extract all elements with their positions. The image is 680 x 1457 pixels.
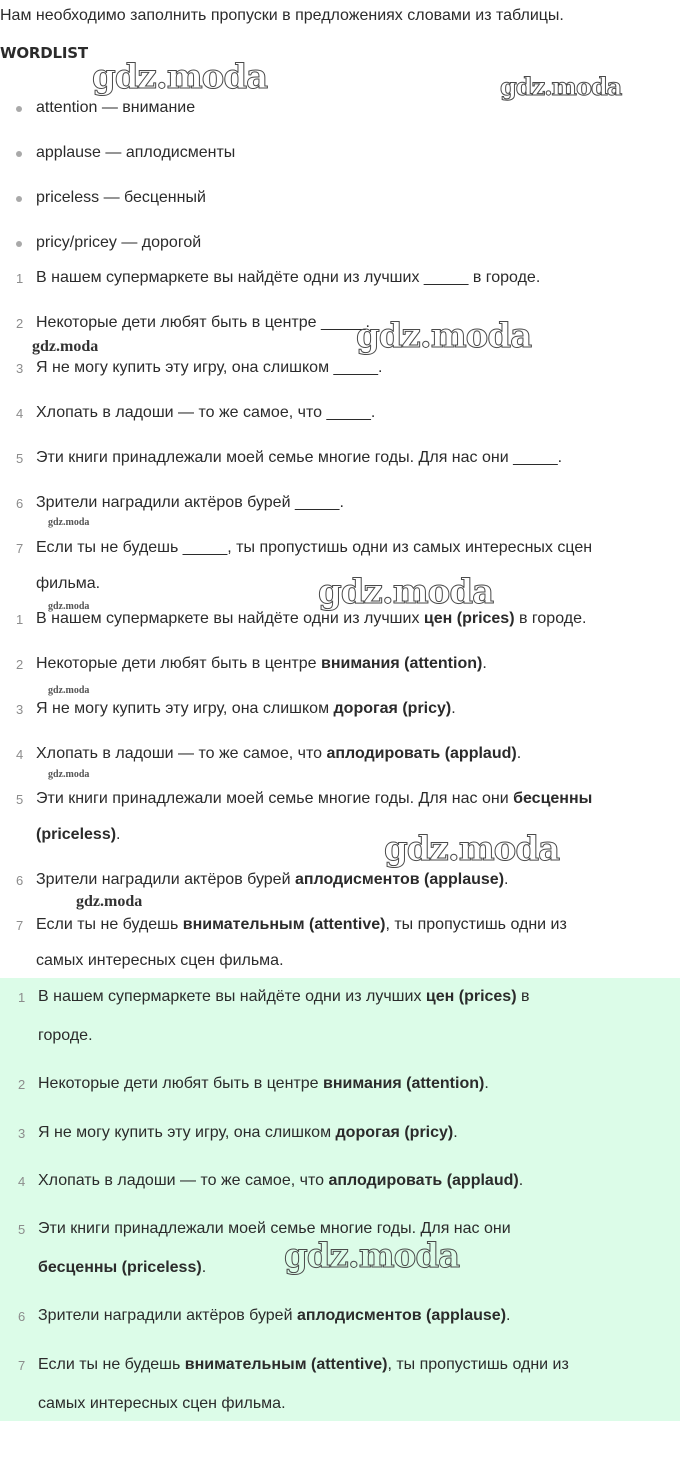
watermark-logo: gdz.moda bbox=[48, 685, 90, 696]
answer-word: цен (prices) bbox=[425, 988, 517, 1005]
answer-text: Хлопать в ладоши — то же самое, что аплодировать (applaud). bbox=[38, 1172, 524, 1189]
answer-word: аплодировать (applaud) bbox=[326, 745, 517, 762]
watermark-logo: gdz.moda bbox=[48, 769, 90, 780]
answer-number: 3 bbox=[16, 702, 24, 717]
answer-text: Эти книги принадлежали моей семье многие годы. Для нас они bbox=[38, 1220, 511, 1237]
task-text-continued: фильма. bbox=[36, 575, 101, 592]
task-number: 4 bbox=[16, 406, 24, 421]
answer-text-continued: самых интересных сцен фильма. bbox=[38, 1395, 286, 1412]
bullet-icon bbox=[16, 106, 22, 112]
wordlist-item: priceless — бесценный bbox=[36, 189, 206, 206]
answer-number: 1 bbox=[16, 612, 24, 627]
bullet-icon bbox=[16, 241, 22, 247]
intro-text: Нам необходимо заполнить пропуски в предложениях словами из таблицы. bbox=[0, 7, 564, 24]
answer-text: Некоторые дети любят быть в центре внимания (attention). bbox=[36, 655, 487, 672]
answer-text: В нашем супермаркете вы найдёте одни из лучших цен (prices) в bbox=[38, 988, 530, 1005]
bullet-icon bbox=[16, 151, 22, 157]
answer-text: Я не могу купить эту игру, она слишком дорогая (pricy). bbox=[38, 1124, 458, 1141]
task-text: Хлопать в ладоши — то же самое, что _____. bbox=[36, 404, 376, 421]
answer-word: бесценны (priceless) bbox=[38, 1259, 202, 1276]
watermark-logo: gdz.moda bbox=[284, 1236, 460, 1276]
task-number: 7 bbox=[16, 541, 24, 556]
answer-text: Зрители наградили актёров бурей аплодисментов (applause). bbox=[38, 1307, 511, 1324]
answer-word: аплодисментов (applause) bbox=[296, 1307, 507, 1324]
answer-number: 3 bbox=[18, 1126, 26, 1141]
answer-word: бесценны bbox=[513, 790, 593, 807]
answer-text: Если ты не будешь внимательным (attentive), ты пропустишь одни из bbox=[36, 916, 567, 933]
answer-text: Если ты не будешь внимательным (attentive), ты пропустишь одни из bbox=[38, 1356, 569, 1373]
answer-number: 7 bbox=[16, 918, 24, 933]
answer-word: внимательным (attentive) bbox=[184, 1356, 388, 1373]
wordlist-item: pricy/pricey — дорогой bbox=[36, 234, 202, 251]
wordlist-item: applause — аплодисменты bbox=[36, 144, 236, 161]
task-text: Эти книги принадлежали моей семье многие годы. Для нас они _____. bbox=[36, 449, 563, 466]
task-number: 3 bbox=[16, 361, 24, 376]
wordlist-item: attention — внимание bbox=[36, 99, 196, 116]
answer-number: 5 bbox=[18, 1222, 26, 1237]
answer-number: 4 bbox=[16, 747, 24, 762]
watermark-logo: gdz.moda bbox=[384, 829, 560, 869]
answer-text: Некоторые дети любят быть в центре внимания (attention). bbox=[38, 1075, 489, 1092]
answer-word: внимательным (attentive) bbox=[182, 916, 386, 933]
task-number: 2 bbox=[16, 316, 24, 331]
answer-text-continued: самых интересных сцен фильма. bbox=[36, 952, 284, 969]
answer-word: аплодисментов (applause) bbox=[294, 871, 505, 888]
watermark-logo: gdz.moda bbox=[356, 316, 532, 356]
answer-text-continued: городе. bbox=[38, 1027, 93, 1044]
task-number: 6 bbox=[16, 496, 24, 511]
task-text: Если ты не будешь _____, ты пропустишь одни из самых интересных сцен bbox=[36, 539, 593, 556]
answer-number: 2 bbox=[16, 657, 24, 672]
answer-number: 7 bbox=[18, 1358, 26, 1373]
task-number: 5 bbox=[16, 451, 24, 466]
task-text: В нашем супермаркете вы найдёте одни из лучших _____ в городе. bbox=[36, 269, 541, 286]
answer-text: Эти книги принадлежали моей семье многие годы. Для нас они бесценны bbox=[36, 790, 593, 807]
answer-number: 5 bbox=[16, 792, 24, 807]
answer-text-continued: бесценны (priceless). bbox=[38, 1259, 207, 1276]
bullet-icon bbox=[16, 196, 22, 202]
answer-word: аплодировать (applaud) bbox=[328, 1172, 519, 1189]
answer-word: дорогая (pricy) bbox=[333, 700, 452, 717]
answer-text: Зрители наградили актёров бурей аплодисментов (applause). bbox=[36, 871, 509, 888]
watermark-logo: gdz.moda bbox=[92, 57, 268, 97]
watermark-logo: gdz.moda bbox=[76, 893, 143, 910]
watermark-logo: gdz.moda bbox=[500, 72, 622, 101]
task-text: Я не могу купить эту игру, она слишком _____. bbox=[36, 359, 383, 376]
watermark-logo: gdz.moda bbox=[48, 601, 90, 612]
answer-box bbox=[0, 978, 680, 1421]
answer-word: дорогая (pricy) bbox=[335, 1124, 454, 1141]
answer-number: 4 bbox=[18, 1174, 26, 1189]
answer-text-continued: (priceless). bbox=[36, 826, 121, 843]
watermark-logo: gdz.moda bbox=[32, 338, 99, 355]
answer-text: Хлопать в ладоши — то же самое, что аплодировать (applaud). bbox=[36, 745, 522, 762]
answer-word: внимания (attention) bbox=[320, 655, 483, 672]
watermark-logo: gdz.moda bbox=[48, 517, 90, 528]
answer-text: Я не могу купить эту игру, она слишком дорогая (pricy). bbox=[36, 700, 456, 717]
answer-number: 1 bbox=[18, 990, 26, 1005]
answer-number: 2 bbox=[18, 1077, 26, 1092]
wordlist-title: WORDLIST bbox=[0, 44, 88, 62]
answer-number: 6 bbox=[18, 1309, 26, 1324]
answer-text: В нашем супермаркете вы найдёте одни из лучших цен (prices) в городе. bbox=[36, 610, 587, 627]
answer-word: (priceless) bbox=[36, 826, 117, 843]
task-number: 1 bbox=[16, 271, 24, 286]
answer-word: цен (prices) bbox=[423, 610, 515, 627]
answer-number: 6 bbox=[16, 873, 24, 888]
task-text: Некоторые дети любят быть в центре _____. bbox=[36, 314, 370, 331]
watermark-logo: gdz.moda bbox=[318, 572, 494, 612]
task-text: Зрители наградили актёров бурей _____. bbox=[36, 494, 344, 511]
answer-word: внимания (attention) bbox=[322, 1075, 485, 1092]
